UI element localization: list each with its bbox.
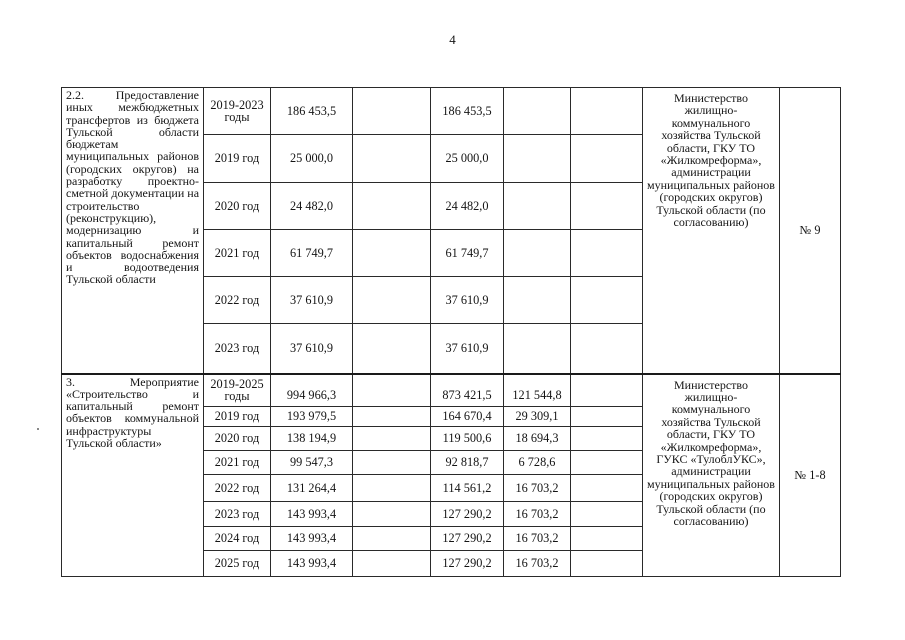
regional-cell: 186 453,5 (431, 88, 504, 135)
other-cell (571, 374, 643, 407)
local-cell: 16 703,2 (504, 502, 571, 527)
year-cell: 2020 год (204, 183, 271, 230)
regional-cell: 92 818,7 (431, 451, 504, 475)
program-table (61, 87, 841, 577)
year-cell: 2023 год (204, 324, 271, 374)
measure-name: 2.2. Предоставление иных межбюджетных трансфертов из бюджета Тульской области бюджетам муниципальных районов (городских округов) на разработку проектно-сметной документации на строительство (реконструкцию), модернизацию и капитальный ремонт объектов водоснабжения и водоотведения Тульской области (62, 88, 204, 374)
other-cell (571, 183, 643, 230)
federal-cell (353, 427, 431, 451)
executor-cell: Министерство жилищно-коммунального хозяйства Тульской области, ГКУ ТО «Жилкомреформа», администрации муниципальных районов (городских округов) Тульской области (по согласованию) (643, 88, 780, 374)
federal-cell (353, 230, 431, 277)
federal-cell (353, 475, 431, 502)
total-cell: 186 453,5 (271, 88, 353, 135)
total-cell: 37 610,9 (271, 324, 353, 374)
regional-cell: 127 290,2 (431, 527, 504, 551)
scan-speck (37, 428, 39, 430)
regional-cell: 164 670,4 (431, 407, 504, 427)
other-cell (571, 407, 643, 427)
indicator-ref: № 9 (780, 88, 841, 374)
total-cell: 24 482,0 (271, 183, 353, 230)
table-row (62, 88, 841, 135)
federal-cell (353, 551, 431, 577)
other-cell (571, 551, 643, 577)
federal-cell (353, 88, 431, 135)
regional-cell: 119 500,6 (431, 427, 504, 451)
other-cell (571, 230, 643, 277)
year-cell: 2022 год (204, 475, 271, 502)
other-cell (571, 527, 643, 551)
other-cell (571, 88, 643, 135)
local-cell (504, 135, 571, 183)
other-cell (571, 451, 643, 475)
other-cell (571, 475, 643, 502)
total-cell: 99 547,3 (271, 451, 353, 475)
regional-cell: 37 610,9 (431, 324, 504, 374)
year-cell: 2019 год (204, 135, 271, 183)
federal-cell (353, 527, 431, 551)
indicator-ref: № 1-8 (780, 374, 841, 577)
total-cell: 994 966,3 (286, 388, 337, 403)
total-cell: 61 749,7 (271, 230, 353, 277)
other-cell (571, 324, 643, 374)
other-cell (571, 502, 643, 527)
year-cell: 2022 год (204, 277, 271, 324)
local-cell: 16 703,2 (504, 475, 571, 502)
federal-cell (353, 324, 431, 374)
executor-cell: Министерство жилищно-коммунального хозяйства Тульской области, ГКУ ТО «Жилкомреформа», ГУКС «ТулоблУКС», администрации муниципальных районов (городских округов) Тульской области (по согласованию) (643, 374, 780, 577)
federal-cell (353, 502, 431, 527)
year-cell: 2021 год (204, 230, 271, 277)
federal-cell (353, 135, 431, 183)
federal-cell (353, 451, 431, 475)
local-cell: 29 309,1 (504, 407, 571, 427)
local-cell (504, 230, 571, 277)
local-cell (504, 277, 571, 324)
total-cell: 37 610,9 (271, 277, 353, 324)
regional-cell: 24 482,0 (431, 183, 504, 230)
year-cell: 2019-2025 годы (204, 374, 271, 407)
other-cell (571, 427, 643, 451)
year-cell: 2019-2023 годы (204, 88, 271, 135)
total-cell: 193 979,5 (271, 407, 353, 427)
total-cell: 143 993,4 (271, 502, 353, 527)
federal-cell (353, 183, 431, 230)
local-cell: 16 703,2 (504, 527, 571, 551)
regional-cell: 25 000,0 (431, 135, 504, 183)
local-cell (504, 88, 571, 135)
regional-cell: 127 290,2 (431, 502, 504, 527)
page-number: 4 (449, 32, 456, 47)
local-cell (504, 183, 571, 230)
federal-cell (353, 277, 431, 324)
year-cell: 2023 год (204, 502, 271, 527)
measure-name: 3. Мероприятие «Строительство и капитальный ремонт объектов коммунальной инфраструктуры Тульской области» (62, 374, 204, 577)
year-cell: 2021 год (204, 451, 271, 475)
federal-cell (353, 374, 431, 407)
table-row (62, 374, 841, 407)
local-cell: 6 728,6 (504, 451, 571, 475)
year-cell: 2024 год (204, 527, 271, 551)
local-cell: 18 694,3 (504, 427, 571, 451)
other-cell (571, 135, 643, 183)
year-cell: 2020 год (204, 427, 271, 451)
federal-cell (353, 407, 431, 427)
total-cell: 131 264,4 (271, 475, 353, 502)
other-cell (571, 277, 643, 324)
total-cell: 143 993,4 (271, 551, 353, 577)
regional-cell: 37 610,9 (431, 277, 504, 324)
regional-cell: 873 421,5 (442, 388, 492, 403)
total-cell: 143 993,4 (271, 527, 353, 551)
year-cell: 2019 год (204, 407, 271, 427)
regional-cell: 61 749,7 (431, 230, 504, 277)
total-cell: 138 194,9 (271, 427, 353, 451)
local-cell: 121 544,8 (512, 388, 562, 403)
local-cell: 16 703,2 (504, 551, 571, 577)
local-cell (504, 324, 571, 374)
total-cell: 25 000,0 (271, 135, 353, 183)
regional-cell: 127 290,2 (431, 551, 504, 577)
regional-cell: 114 561,2 (431, 475, 504, 502)
year-cell: 2025 год (204, 551, 271, 577)
